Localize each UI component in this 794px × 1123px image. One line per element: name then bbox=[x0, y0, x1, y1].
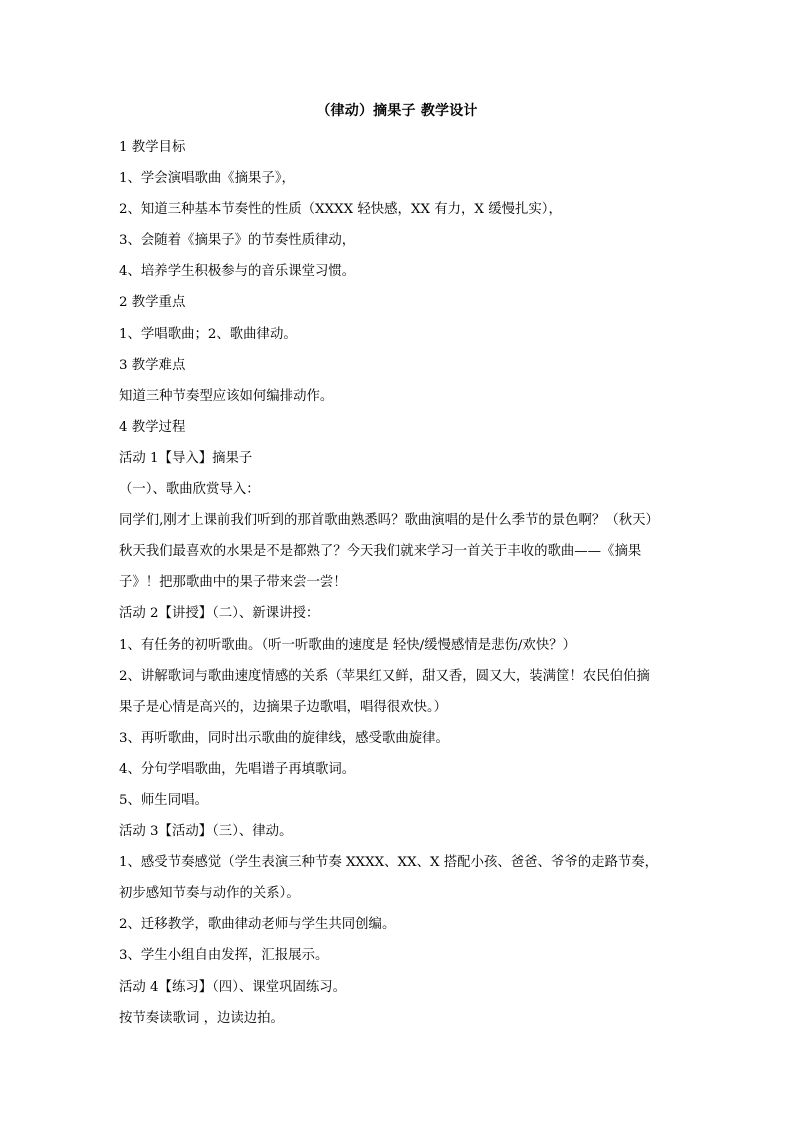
paragraph: 果子是心情是高兴的，边摘果子边歌唱，唱得很欢快。） bbox=[119, 699, 448, 715]
paragraph: 5、师生同唱。 bbox=[119, 792, 208, 808]
paragraph: 2、讲解歌词与歌曲速度情感的关系（苹果红又鲜，甜又香，圆又大，装满筐！农民伯伯摘 bbox=[119, 668, 650, 684]
paragraph: 子》！把那歌曲中的果子带来尝一尝！ bbox=[119, 575, 347, 591]
activity-heading: 活动 1【导入】摘果子 bbox=[119, 450, 253, 466]
paragraph: 4、培养学生积极参与的音乐课堂习惯。 bbox=[119, 264, 356, 280]
heading-key-points: 2 教学重点 bbox=[119, 295, 186, 311]
paragraph: 1、学会演唱歌曲《摘果子》， bbox=[119, 171, 295, 187]
heading-difficulties: 3 教学难点 bbox=[119, 357, 186, 373]
paragraph: 4、分句学唱歌曲，先唱谱子再填歌词。 bbox=[119, 761, 356, 777]
paragraph: （一）、歌曲欣赏导入： bbox=[119, 482, 260, 498]
activity-heading: 活动 4【练习】（四）、课堂巩固练习。 bbox=[119, 979, 347, 995]
paragraph: 秋天我们最喜欢的水果是不是都熟了？今天我们就来学习一首关于丰收的歌曲——《摘果 bbox=[119, 544, 642, 560]
paragraph: 3、学生小组自由发挥，汇报展示。 bbox=[119, 948, 329, 964]
activity-heading: 活动 3【活动】（三）、律动。 bbox=[119, 824, 293, 840]
heading-process: 4 教学过程 bbox=[119, 419, 186, 435]
paragraph: 同学们,刚才上课前我们听到的那首歌曲熟悉吗？歌曲演唱的是什么季节的景色啊？（秋天） bbox=[119, 513, 659, 529]
document-title: （律动）摘果子 教学设计 bbox=[316, 103, 478, 119]
paragraph: 2、知道三种基本节奏性的性质（XXXX 轻快感，XX 有力，X 缓慢扎实）， bbox=[119, 202, 562, 218]
heading-objectives: 1 教学目标 bbox=[119, 140, 186, 155]
paragraph: 1、学唱歌曲；2、歌曲律动。 bbox=[119, 326, 297, 342]
paragraph: 1、有任务的初听歌曲。（听一听歌曲的速度是 轻快/缓慢感情是悲伤/欢快？） bbox=[119, 637, 576, 653]
paragraph: 3、会随着《摘果子》的节奏性质律动， bbox=[119, 233, 356, 249]
paragraph: 3、再听歌曲，同时出示歌曲的旋律线，感受歌曲旋律。 bbox=[119, 730, 449, 746]
paragraph: 初步感知节奏与动作的关系）。 bbox=[119, 886, 300, 902]
paragraph: 知道三种节奏型应该如何编排动作。 bbox=[119, 388, 334, 404]
paragraph: 1、感受节奏感觉（学生表演三种节奏 XXXX、XX、X 搭配小孩、爸爸、爷爷的走路节奏， bbox=[119, 855, 659, 871]
document-body bbox=[119, 132, 685, 1034]
activity-heading: 活动 2【讲授】（二）、新课讲授： bbox=[119, 606, 320, 622]
paragraph: 按节奏读歌词 ，边读边拍。 bbox=[119, 1010, 284, 1026]
paragraph: 2、迁移教学，歌曲律动老师与学生共同创编。 bbox=[119, 917, 396, 933]
